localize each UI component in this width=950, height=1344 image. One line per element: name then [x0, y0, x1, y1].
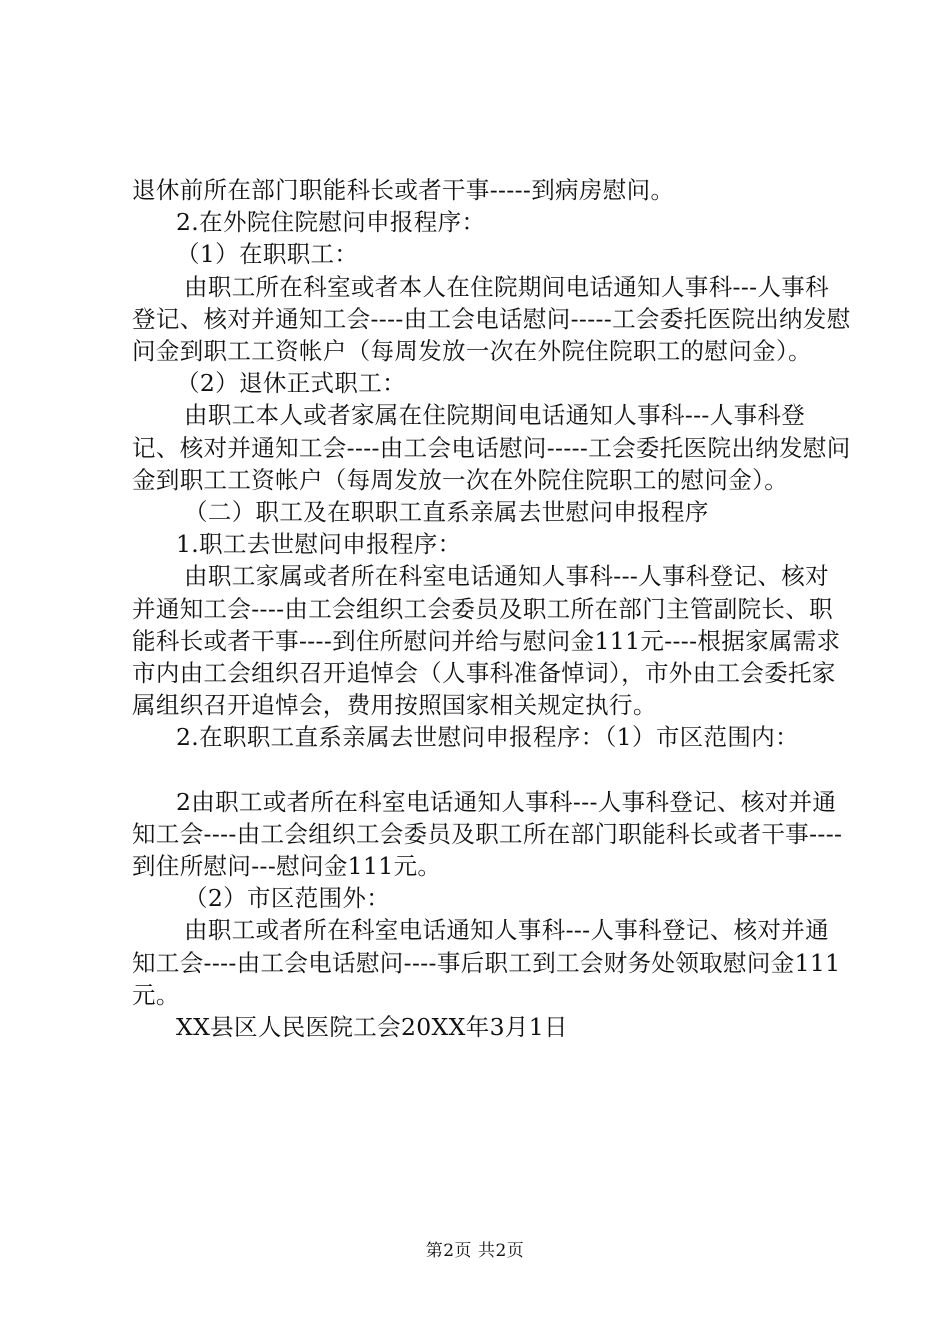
heading-relative-death-procedure: 2.在职职工直系亲属去世慰问申报程序：（1）市区范围内： — [176, 723, 799, 752]
heading-outside-city: （2）市区范围外： — [184, 884, 391, 913]
paragraph-active-staff-procedure: 由职工所在科室或者本人在住院期间电话通知人事科---人事科登记、核对并通知工会----由工会电话慰问-----工会委托医院出纳发慰问金到职工工资帐户（每周发放一次在外院住院职工的慰问金）。 — [132, 272, 851, 366]
paragraph-staff-death-procedure: 由职工家属或者所在科室电话通知人事科---人事科登记、核对并通知工会----由工会组织工会委员及职工所在部门主管副院长、职能科长或者干事----到住所慰问并给与慰问金111元----根据家属需求市内由工会组织召开追悼会（人事科准备悼词），市外由工会委托家属组织召开追悼会，费用按照国家相关规定执行。 — [132, 562, 841, 720]
heading-active-staff: （1）在职职工： — [176, 240, 359, 269]
heading-retired-staff: （2）退休正式职工： — [176, 369, 406, 398]
signature-line: XX县区人民医院工会20XX年3月1日 — [176, 1013, 568, 1042]
paragraph-retirement-visit-end: 退休前所在部门职能科长或者干事-----到病房慰问。 — [132, 176, 675, 204]
paragraph-retired-staff-procedure: 由职工本人或者家属在住院期间电话通知人事科---人事科登记、核对并通知工会----由工会电话慰问-----工会委托医院出纳发慰问金到职工工资帐户（每周发放一次在外院住院职工的慰问金）。 — [132, 401, 851, 494]
heading-staff-death-procedure: 1.职工去世慰问申报程序： — [176, 530, 462, 559]
heading-external-hospital-procedure: 2.在外院住院慰问申报程序： — [176, 208, 486, 237]
paragraph-relative-death-outside-city: 由职工或者所在科室电话通知人事科---人事科登记、核对并通知工会----由工会电话慰问----事后职工到工会财务处领取慰问金111元。 — [132, 916, 841, 1009]
document-body — [132, 174, 852, 1043]
paragraph-relative-death-in-city: 2由职工或者所在科室电话通知人事科---人事科登记、核对并通知工会----由工会组织工会委员及职工所在部门职能科长或者干事----到住所慰问---慰问金111元。 — [132, 787, 843, 881]
heading-bereavement-section: （二）职工及在职职工直系亲属去世慰问申报程序 — [184, 498, 709, 527]
page-footer: 第2页 共2页 — [425, 1241, 525, 1261]
